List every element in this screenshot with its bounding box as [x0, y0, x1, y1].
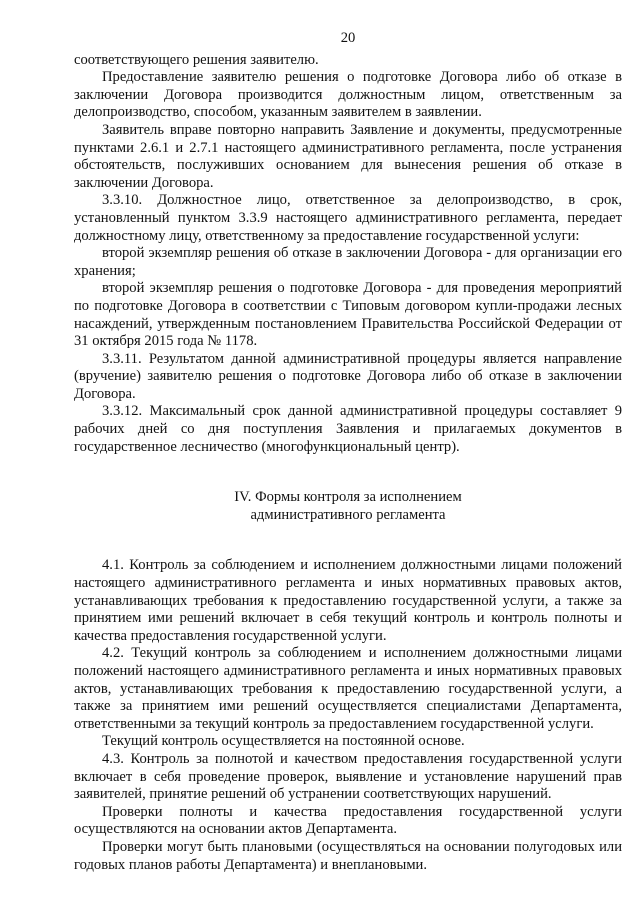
paragraph: Заявитель вправе повторно направить Заявление и документы, предусмотренные пунктами 2.6.1 и 2.7.1 настоящего административного регламента, после устранения обстоятельств, послуживших основанием для вынесения решения об отказе в заключении Договора.: [74, 121, 622, 191]
section-3-body: [74, 52, 622, 457]
paragraph: второй экземпляр решения о подготовке Договора - для проведения мероприятий по подготовке Договора в соответствии с Типовым договором купли-продажи лесных насаждений, утвержденным постановлением Правительства Российской Федерации от 31 октября 2015 года № 1178.: [74, 280, 622, 350]
paragraph: 3.3.12. Максимальный срок данной административной процедуры составляет 9 рабочих дней со дня поступления Заявления и прилагаемых документов в государственное лесничество (многофункциональный центр).: [74, 403, 622, 455]
paragraph: 4.1. Контроль за соблюдением и исполнением должностными лицами положений настоящего административного регламента и иных нормативных правовых актов, устанавливающих требования к предоставлению государственной услуги, а также за принятием ими решений включает в себя текущий контроль и контроль полноты и качества предоставления государственной услуги.: [74, 557, 622, 644]
paragraph: 4.3. Контроль за полнотой и качеством предоставления государственной услуги включает в себя проведение проверок, выявление и установление нарушений прав заявителей, принятие решений об устранении соответствующих нарушений.: [74, 750, 622, 803]
paragraph: соответствующего решения заявителю.: [74, 51, 319, 68]
section-heading-line: IV. Формы контроля за исполнением: [234, 489, 462, 506]
paragraph: 3.3.11. Результатом данной административной процедуры является направление (вручение) заявителю решения о подготовке Договора либо об отказе в заключении Договора.: [74, 350, 622, 402]
paragraph: Проверки могут быть плановыми (осуществляться на основании полугодовых или годовых планов работы Департамента) и внеплановыми.: [74, 838, 622, 873]
paragraph: 4.2. Текущий контроль за соблюдением и исполнением должностными лицами положений настоящего административного регламента и иных нормативных правовых актов, устанавливающих требования к предоставлению государственной услуги, а также за принятием ими решений осуществляется специалистами Департамента, ответственными за текущий контроль за предоставлением государственной услуги.: [74, 645, 622, 732]
paragraph: Текущий контроль осуществляется на постоянной основе.: [102, 733, 465, 750]
section-heading-line: административного регламента: [250, 506, 446, 523]
document-page: [74, 30, 622, 874]
paragraph: Предоставление заявителю решения о подготовке Договора либо об отказе в заключении Договора производится должностным лицом, ответственным за делопроизводство, способом, указанным заявителем в заявлении.: [74, 69, 622, 121]
paragraph: второй экземпляр решения об отказе в заключении Договора - для организации его хранения;: [74, 245, 622, 279]
paragraph: 3.3.10. Должностное лицо, ответственное за делопроизводство, в срок, установленный пунктом 3.3.9 настоящего административного регламента, передает должностному лицу, ответственному за предоставление государственной услуги:: [74, 192, 622, 244]
paragraph: Проверки полноты и качества предоставления государственной услуги осуществляются на основании актов Департамента.: [74, 803, 622, 838]
section-heading: [74, 489, 622, 524]
page-number: 20: [340, 30, 356, 46]
section-4-body: [74, 557, 622, 874]
